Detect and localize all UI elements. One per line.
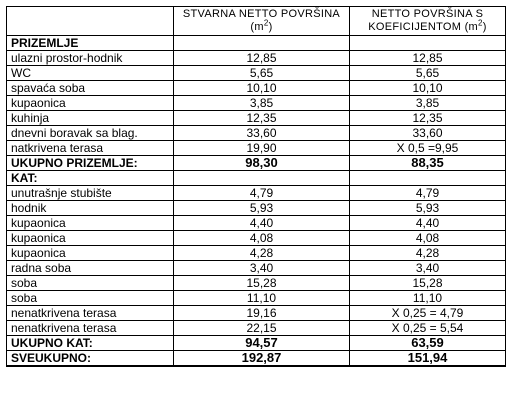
grand-total-actual: 192,87 — [174, 351, 350, 367]
header-coef-subtitle: KOEFICIJENTOM (m — [368, 21, 478, 33]
area-table-body — [7, 36, 506, 367]
room-name: nenatkrivena terasa — [7, 321, 174, 336]
header-actual-unit-close: ) — [268, 21, 273, 33]
section-empty-cell — [350, 36, 506, 51]
room-name: WC — [7, 66, 174, 81]
table-row — [7, 126, 506, 141]
actual-area: 19,16 — [174, 306, 350, 321]
table-row — [7, 231, 506, 246]
total-row-prizemlje — [7, 156, 506, 171]
total-coef: 88,35 — [350, 156, 506, 171]
actual-area: 4,40 — [174, 216, 350, 231]
table-row — [7, 276, 506, 291]
table-row — [7, 306, 506, 321]
header-actual-area — [174, 7, 350, 36]
header-room-column — [7, 7, 174, 36]
room-name: spavaća soba — [7, 81, 174, 96]
coef-area: 4,79 — [350, 186, 506, 201]
grand-total-row — [7, 351, 506, 367]
header-actual-unit-sup: 2 — [263, 18, 269, 28]
room-name: soba — [7, 291, 174, 306]
actual-area: 15,28 — [174, 276, 350, 291]
room-name: kuhinja — [7, 111, 174, 126]
room-name: natkrivena terasa — [7, 141, 174, 156]
section-empty-cell — [174, 36, 350, 51]
coef-area: X 0,25 = 5,54 — [350, 321, 506, 336]
table-row — [7, 321, 506, 336]
actual-area: 5,93 — [174, 201, 350, 216]
table-row — [7, 261, 506, 276]
table-row — [7, 201, 506, 216]
table-row — [7, 216, 506, 231]
section-title: PRIZEMLJE — [7, 36, 174, 51]
total-actual: 98,30 — [174, 156, 350, 171]
area-table-sheet — [6, 6, 505, 367]
coef-area: 4,08 — [350, 231, 506, 246]
total-label: UKUPNO PRIZEMLJE: — [7, 156, 174, 171]
table-row — [7, 51, 506, 66]
actual-area: 3,40 — [174, 261, 350, 276]
room-name: kupaonica — [7, 96, 174, 111]
actual-area: 4,08 — [174, 231, 350, 246]
grand-total-label: SVEUKUPNO: — [7, 351, 174, 367]
table-row — [7, 111, 506, 126]
room-name: hodnik — [7, 201, 174, 216]
section-empty-cell — [350, 171, 506, 186]
actual-area: 11,10 — [174, 291, 350, 306]
actual-area: 12,85 — [174, 51, 350, 66]
room-name: kupaonica — [7, 246, 174, 261]
actual-area: 4,79 — [174, 186, 350, 201]
section-empty-cell — [174, 171, 350, 186]
room-name: dnevni boravak sa blag. — [7, 126, 174, 141]
header-coef-area — [350, 7, 506, 36]
table-row — [7, 81, 506, 96]
coef-area: 4,28 — [350, 246, 506, 261]
header-coef-title: NETTO POVRŠINA S — [371, 8, 484, 20]
total-label: UKUPNO KAT: — [7, 336, 174, 351]
room-name: nenatkrivena terasa — [7, 306, 174, 321]
table-row — [7, 186, 506, 201]
section-kat — [7, 171, 506, 186]
header-actual-unit-open: (m — [250, 21, 264, 33]
total-row-kat — [7, 336, 506, 351]
table-row — [7, 291, 506, 306]
coef-area: 10,10 — [350, 81, 506, 96]
grand-total-coef: 151,94 — [350, 351, 506, 367]
coef-area: X 0,5 =9,95 — [350, 141, 506, 156]
coef-area: 12,85 — [350, 51, 506, 66]
section-prizemlje — [7, 36, 506, 51]
table-row — [7, 246, 506, 261]
room-name: unutrašnje stubište — [7, 186, 174, 201]
coef-area: 33,60 — [350, 126, 506, 141]
room-name: radna soba — [7, 261, 174, 276]
actual-area: 22,15 — [174, 321, 350, 336]
area-table — [6, 6, 506, 367]
room-name: soba — [7, 276, 174, 291]
coef-area: 3,85 — [350, 96, 506, 111]
actual-area: 5,65 — [174, 66, 350, 81]
room-name: kupaonica — [7, 231, 174, 246]
actual-area: 33,60 — [174, 126, 350, 141]
coef-area: 5,65 — [350, 66, 506, 81]
coef-area: 3,40 — [350, 261, 506, 276]
section-title: KAT: — [7, 171, 174, 186]
coef-area: 5,93 — [350, 201, 506, 216]
room-name: ulazni prostor-hodnik — [7, 51, 174, 66]
table-row — [7, 66, 506, 81]
header-row — [7, 7, 506, 36]
header-actual-title: STVARNA NETTO POVRŠINA — [182, 8, 341, 20]
coef-area: 12,35 — [350, 111, 506, 126]
coef-area: 11,10 — [350, 291, 506, 306]
table-row — [7, 96, 506, 111]
room-name: kupaonica — [7, 216, 174, 231]
header-coef-unit-sup: 2 — [478, 18, 483, 28]
coef-area: 4,40 — [350, 216, 506, 231]
actual-area: 3,85 — [174, 96, 350, 111]
coef-area: X 0,25 = 4,79 — [350, 306, 506, 321]
coef-area: 15,28 — [350, 276, 506, 291]
actual-area: 12,35 — [174, 111, 350, 126]
header-coef-unit-close: ) — [482, 21, 487, 33]
table-row — [7, 141, 506, 156]
actual-area: 19,90 — [174, 141, 350, 156]
actual-area: 4,28 — [174, 246, 350, 261]
actual-area: 10,10 — [174, 81, 350, 96]
total-coef: 63,59 — [350, 336, 506, 351]
total-actual: 94,57 — [174, 336, 350, 351]
